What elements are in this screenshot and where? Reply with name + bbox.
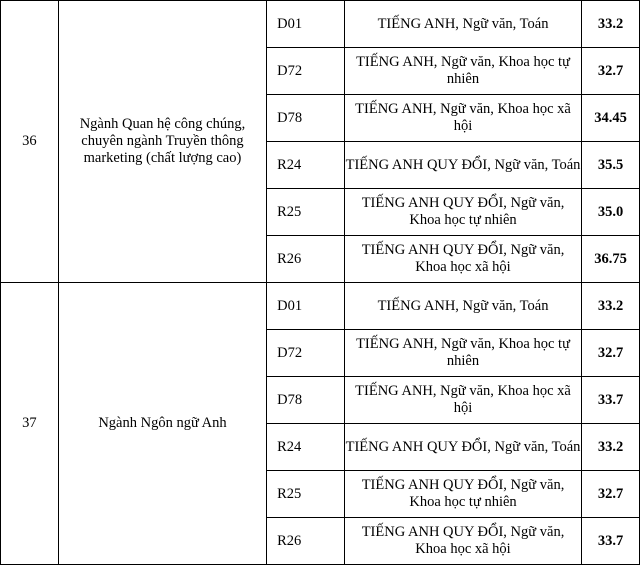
cutoff-score-cell: 35.0 (582, 189, 640, 236)
subject-combination-cell: TIẾNG ANH, Ngữ văn, Toán (344, 283, 581, 330)
combination-code-cell: R26 (267, 518, 345, 565)
combination-code-cell: R25 (267, 471, 345, 518)
cutoff-score-cell: 32.7 (582, 471, 640, 518)
subject-combination-cell: TIẾNG ANH, Ngữ văn, Toán (344, 1, 581, 48)
major-name-cell: Ngành Quan hệ công chúng, chuyên ngành Truyền thông marketing (chất lượng cao) (58, 1, 266, 283)
combination-code-cell: D01 (267, 283, 345, 330)
combination-code-cell: R25 (267, 189, 345, 236)
subject-combination-cell: TIẾNG ANH, Ngữ văn, Khoa học tự nhiên (344, 48, 581, 95)
subject-combination-cell: TIẾNG ANH QUY ĐỔI, Ngữ văn, Toán (344, 424, 581, 471)
cutoff-score-cell: 32.7 (582, 330, 640, 377)
combination-code-cell: R24 (267, 424, 345, 471)
combination-code-cell: R24 (267, 142, 345, 189)
cutoff-score-cell: 34.45 (582, 95, 640, 142)
cutoff-score-cell: 35.5 (582, 142, 640, 189)
cutoff-score-cell: 33.2 (582, 424, 640, 471)
major-name-cell: Ngành Ngôn ngữ Anh (58, 283, 266, 565)
combination-code-cell: D78 (267, 95, 345, 142)
table-body (1, 1, 640, 565)
table-row (1, 283, 640, 330)
cutoff-score-cell: 36.75 (582, 236, 640, 283)
combination-code-cell: D72 (267, 48, 345, 95)
subject-combination-cell: TIẾNG ANH QUY ĐỔI, Ngữ văn, Khoa học xã hội (344, 518, 581, 565)
combination-code-cell: D72 (267, 330, 345, 377)
row-number-cell: 37 (1, 283, 59, 565)
subject-combination-cell: TIẾNG ANH QUY ĐỔI, Ngữ văn, Khoa học tự nhiên (344, 471, 581, 518)
cutoff-score-cell: 32.7 (582, 48, 640, 95)
cutoff-score-cell: 33.2 (582, 1, 640, 48)
subject-combination-cell: TIẾNG ANH QUY ĐỔI, Ngữ văn, Khoa học xã hội (344, 236, 581, 283)
combination-code-cell: R26 (267, 236, 345, 283)
subject-combination-cell: TIẾNG ANH, Ngữ văn, Khoa học xã hội (344, 377, 581, 424)
subject-combination-cell: TIẾNG ANH, Ngữ văn, Khoa học tự nhiên (344, 330, 581, 377)
table-row (1, 1, 640, 48)
cutoff-score-cell: 33.2 (582, 283, 640, 330)
subject-combination-cell: TIẾNG ANH QUY ĐỔI, Ngữ văn, Khoa học tự nhiên (344, 189, 581, 236)
combination-code-cell: D01 (267, 1, 345, 48)
cutoff-score-cell: 33.7 (582, 518, 640, 565)
row-number-cell: 36 (1, 1, 59, 283)
cutoff-score-cell: 33.7 (582, 377, 640, 424)
subject-combination-cell: TIẾNG ANH QUY ĐỔI, Ngữ văn, Toán (344, 142, 581, 189)
combination-code-cell: D78 (267, 377, 345, 424)
subject-combination-cell: TIẾNG ANH, Ngữ văn, Khoa học xã hội (344, 95, 581, 142)
